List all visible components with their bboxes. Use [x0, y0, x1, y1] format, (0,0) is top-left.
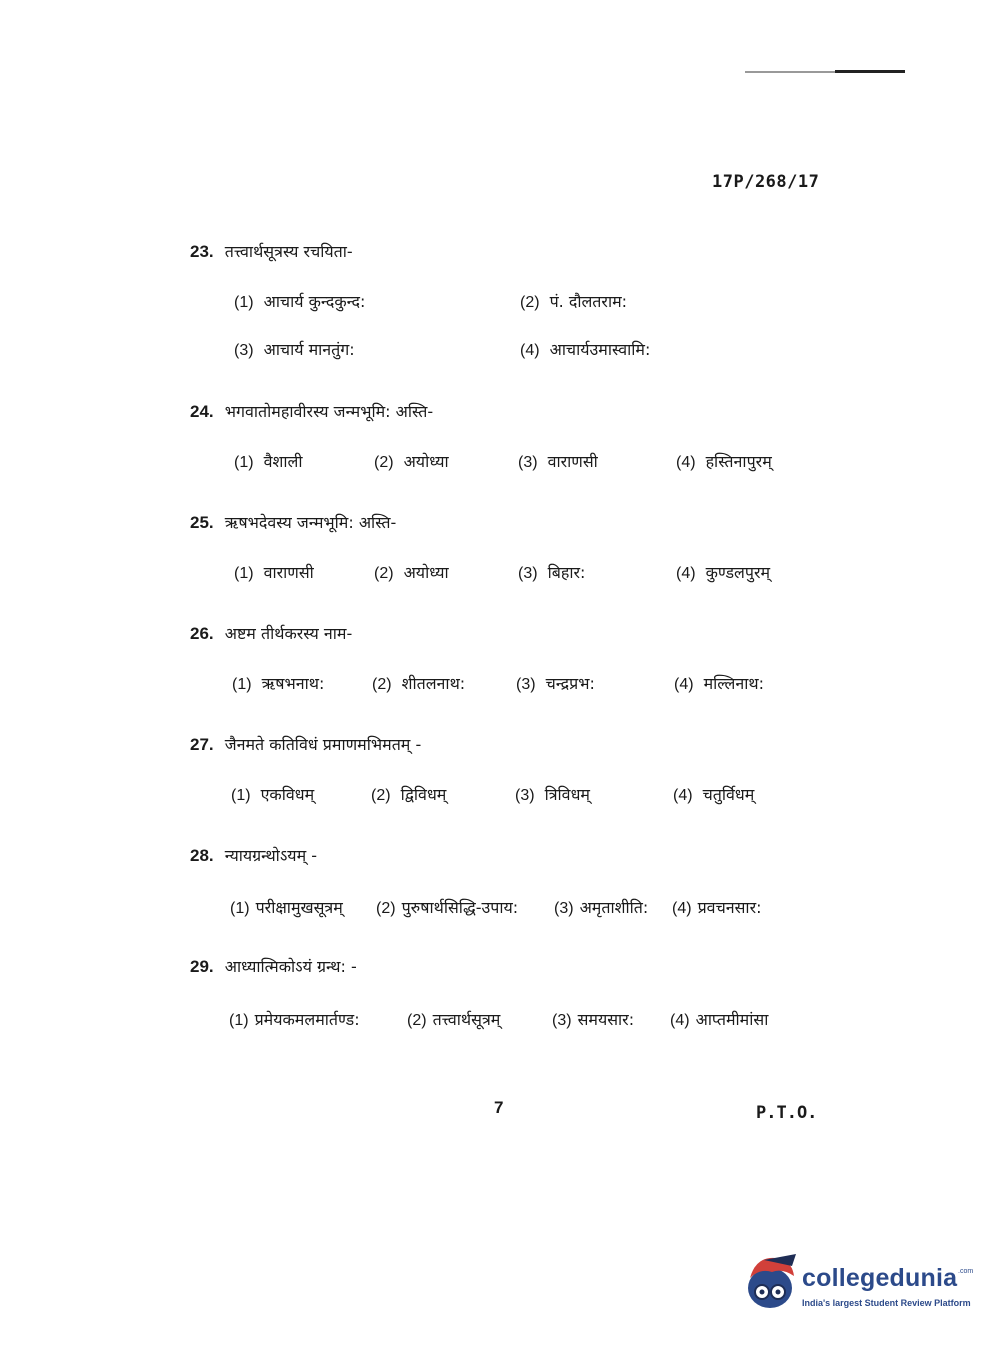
question-24: [190, 400, 433, 422]
option-text: कुण्डलपुरम्: [705, 563, 771, 582]
option-25-3[interactable]: [518, 561, 585, 583]
option-text: ऋषभनाथ:: [261, 674, 325, 693]
option-text: त्रिविधम्: [544, 785, 590, 804]
option-number: (4): [673, 787, 693, 804]
option-number: (2): [376, 900, 396, 917]
option-26-1[interactable]: [232, 672, 324, 694]
option-text: आचार्य मानतुंग:: [263, 340, 355, 359]
option-29-3[interactable]: [552, 1008, 634, 1030]
option-26-3[interactable]: [516, 672, 595, 694]
option-text: बिहार:: [547, 563, 586, 582]
option-text: द्विविधम्: [400, 785, 447, 804]
option-text: वाराणसी: [263, 563, 314, 582]
option-number: (4): [520, 342, 540, 359]
option-text: प्रमेयकमलमार्तण्ड:: [254, 1010, 360, 1029]
question-number: 27.: [190, 735, 214, 754]
top-rule: [745, 71, 905, 73]
option-23-3[interactable]: [234, 338, 355, 360]
option-text: चतुर्विधम्: [702, 785, 755, 804]
option-text: आचार्य कुन्दकुन्द:: [263, 292, 366, 311]
question-number: 29.: [190, 957, 214, 976]
question-text: आध्यात्मिकोऽयं ग्रन्थ: -: [224, 957, 357, 976]
option-number: (1): [234, 454, 254, 471]
question-number: 23.: [190, 242, 214, 261]
option-text: अयोध्या: [403, 452, 449, 471]
option-text: एकविधम्: [260, 785, 315, 804]
option-number: (2): [407, 1012, 427, 1029]
option-number: (1): [230, 900, 250, 917]
option-number: (3): [234, 342, 254, 359]
option-text: आप्तमीमांसा: [695, 1010, 769, 1029]
option-number: (1): [234, 294, 254, 311]
option-number: (4): [676, 565, 696, 582]
option-26-4[interactable]: [674, 672, 764, 694]
option-24-4[interactable]: [676, 450, 772, 472]
paper-code: 17P/268/17: [712, 172, 820, 192]
question-25: [190, 511, 396, 533]
option-number: (2): [372, 676, 392, 693]
option-23-1[interactable]: [234, 290, 365, 312]
option-26-2[interactable]: [372, 672, 465, 694]
question-28: [190, 844, 317, 866]
option-number: (3): [552, 1012, 572, 1029]
pto-label: P.T.O.: [756, 1103, 818, 1123]
mascot-icon: [742, 1250, 800, 1312]
option-23-4[interactable]: [520, 338, 650, 360]
question-number: 28.: [190, 846, 214, 865]
option-25-2[interactable]: [374, 561, 449, 583]
option-24-2[interactable]: [374, 450, 449, 472]
option-29-4[interactable]: [670, 1008, 768, 1030]
option-number: (3): [516, 676, 536, 693]
option-number: (4): [672, 900, 692, 917]
question-number: 25.: [190, 513, 214, 532]
option-29-1[interactable]: [229, 1008, 360, 1030]
option-number: (3): [554, 900, 574, 917]
question-text: जैनमते कतिविधं प्रमाणमभिमतम् -: [224, 735, 422, 754]
collegedunia-logo[interactable]: [742, 1250, 972, 1320]
option-number: (1): [229, 1012, 249, 1029]
option-27-2[interactable]: [371, 783, 446, 805]
option-24-3[interactable]: [518, 450, 598, 472]
option-text: पुरुषार्थसिद्धि-उपाय:: [401, 898, 519, 917]
question-27: [190, 733, 421, 755]
option-27-4[interactable]: [673, 783, 754, 805]
option-text: अयोध्या: [403, 563, 449, 582]
option-text: समयसार:: [577, 1010, 635, 1029]
option-text: वैशाली: [263, 452, 303, 471]
option-27-1[interactable]: [231, 783, 314, 805]
option-text: शीतलनाथ:: [401, 674, 466, 693]
option-number: (2): [374, 565, 394, 582]
question-text: न्यायग्रन्थोऽयम् -: [224, 846, 318, 865]
option-25-4[interactable]: [676, 561, 770, 583]
option-text: चन्द्रप्रभ:: [545, 674, 595, 693]
option-text: पं. दौलतराम:: [549, 292, 628, 311]
question-29: [190, 955, 357, 977]
question-text: अष्टम तीर्थकरस्य नाम-: [224, 624, 353, 643]
option-number: (2): [520, 294, 540, 311]
option-25-1[interactable]: [234, 561, 314, 583]
option-text: मल्लिनाथ:: [703, 674, 764, 693]
question-number: 24.: [190, 402, 214, 421]
option-number: (2): [371, 787, 391, 804]
brand-name: collegedunia: [802, 1264, 958, 1292]
option-28-4[interactable]: [672, 896, 762, 918]
option-number: (1): [231, 787, 251, 804]
option-28-2[interactable]: [376, 896, 518, 918]
brand-dotcom: .com: [958, 1268, 974, 1275]
option-24-1[interactable]: [234, 450, 302, 472]
question-text: भगवातोमहावीरस्य जन्मभूमि: अस्ति-: [224, 402, 434, 421]
option-text: परीक्षामुखसूत्रम्: [255, 898, 343, 917]
option-number: (3): [515, 787, 535, 804]
option-number: (3): [518, 454, 538, 471]
brand-tagline: India's largest Student Review Platform: [802, 1298, 971, 1308]
option-text: आचार्यउमास्वामि:: [549, 340, 651, 359]
option-text: वाराणसी: [547, 452, 598, 471]
option-text: तत्त्वार्थसूत्रम्: [432, 1010, 501, 1029]
option-23-2[interactable]: [520, 290, 627, 312]
question-text: तत्त्वार्थसूत्रस्य रचयिता-: [224, 242, 353, 261]
option-28-1[interactable]: [230, 896, 343, 918]
option-text: प्रवचनसार:: [697, 898, 762, 917]
option-number: (4): [676, 454, 696, 471]
question-23: [190, 240, 353, 262]
page-number: 7: [494, 1098, 504, 1117]
option-text: हस्तिनापुरम्: [705, 452, 772, 471]
option-number: (1): [232, 676, 252, 693]
question-26: [190, 622, 352, 644]
question-number: 26.: [190, 624, 214, 643]
option-number: (1): [234, 565, 254, 582]
option-number: (3): [518, 565, 538, 582]
option-number: (4): [670, 1012, 690, 1029]
option-28-3[interactable]: [554, 896, 648, 918]
option-text: अमृताशीति:: [579, 898, 649, 917]
option-27-3[interactable]: [515, 783, 590, 805]
question-text: ऋषभदेवस्य जन्मभूमि: अस्ति-: [224, 513, 397, 532]
option-number: (4): [674, 676, 694, 693]
option-29-2[interactable]: [407, 1008, 500, 1030]
option-number: (2): [374, 454, 394, 471]
